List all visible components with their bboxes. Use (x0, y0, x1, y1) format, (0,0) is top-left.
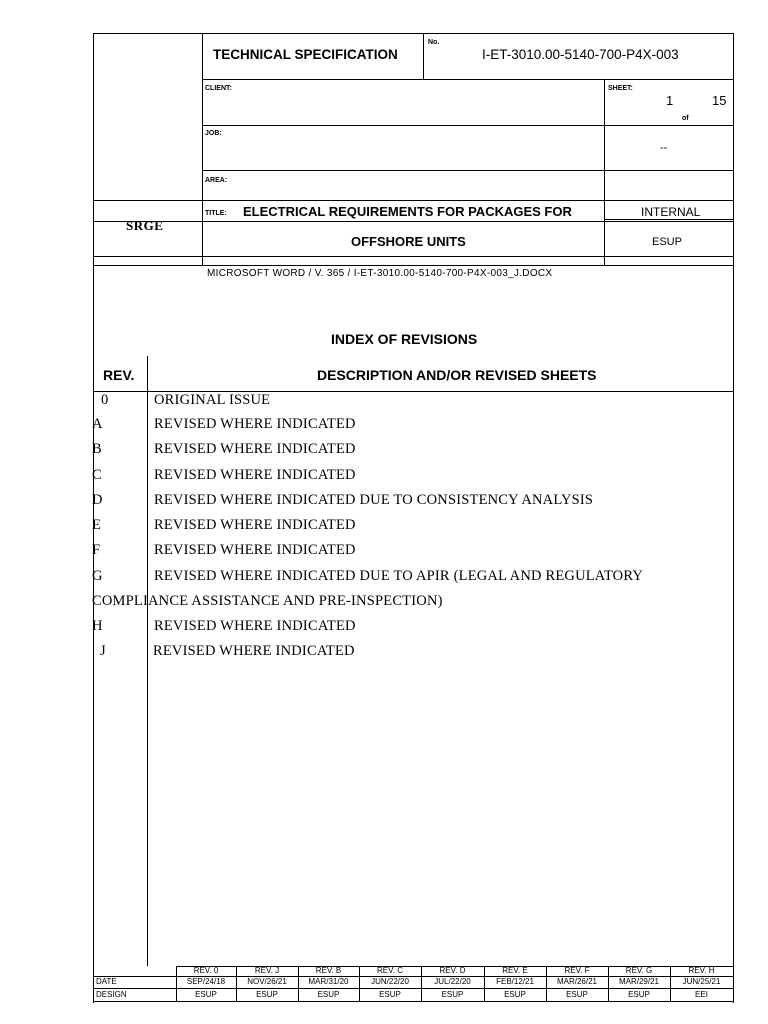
footer-date: JUN/25/21 (682, 977, 721, 986)
title-label: TITLE: (205, 210, 227, 217)
frame-top (93, 33, 733, 34)
footer-rev: REV. D (439, 966, 466, 975)
rev-code: A (92, 416, 103, 432)
header-line-4 (93, 200, 733, 201)
footer-design: ESUP (379, 990, 401, 999)
area-label: AREA: (205, 177, 228, 184)
footer-rev: REV. J (254, 966, 280, 975)
footer-design: EEI (695, 990, 708, 999)
footer-design: ESUP (317, 990, 340, 999)
client-label: CLIENT: (205, 85, 232, 92)
header-divider-logo (202, 33, 203, 265)
footer-date: MAR/29/21 (618, 977, 660, 986)
group: ESUP (652, 236, 682, 248)
footer-line-3 (93, 1001, 733, 1002)
footer-rev: REV. 0 (193, 966, 219, 975)
rev-desc: REVISED WHERE INDICATED (154, 467, 356, 483)
footer-rev: REV. F (564, 966, 590, 975)
footer-rev: REV. B (315, 966, 342, 975)
header-line-5b (604, 219, 733, 220)
rev-desc: REVISED WHERE INDICATED (154, 517, 356, 533)
rev-desc: ORIGINAL ISSUE (154, 392, 271, 408)
header-line-7 (93, 265, 733, 266)
footer-design: ESUP (256, 990, 278, 999)
header-line-2 (202, 125, 733, 126)
footer-date: NOV/26/21 (247, 977, 287, 986)
sheet-label: SHEET: (608, 85, 633, 92)
title-line-2: OFFSHORE UNITS (351, 234, 466, 249)
rev-code: J (100, 643, 106, 659)
col-desc-header: DESCRIPTION AND/OR REVISED SHEETS (317, 367, 597, 383)
footer-design-label: DESIGN (96, 990, 127, 999)
rev-desc: REVISED WHERE INDICATED (153, 643, 355, 659)
footer-date: JUN/22/20 (371, 977, 409, 986)
title-line-1: ELECTRICAL REQUIREMENTS FOR PACKAGES FOR (243, 204, 572, 219)
rev-code: E (92, 517, 102, 533)
footer-design: ESUP (441, 990, 464, 999)
footer-date: FEB/12/21 (496, 977, 534, 986)
footer-rev: REV. H (688, 966, 715, 975)
rev-code: G (92, 568, 103, 584)
sheet-of: of (682, 115, 689, 122)
footer-line-2 (93, 988, 733, 989)
index-col-divider (147, 356, 148, 966)
footer-design: ESUP (628, 990, 650, 999)
footer-design: ESUP (504, 990, 526, 999)
footer-rev: REV. G (625, 966, 653, 975)
header-divider-sheet (604, 79, 605, 265)
rev-desc-continuation: COMPLIANCE ASSISTANCE AND PRE-INSPECTION) (92, 593, 443, 609)
sheet-current: 1 (666, 93, 674, 108)
rev-code: D (92, 492, 103, 508)
rev-code: F (92, 542, 101, 558)
footer-date: SEP/24/18 (186, 977, 226, 986)
frame-right (733, 33, 734, 1003)
file-name: MICROSOFT WORD / V. 365 / I-ET-3010.00-5140-700-P4X-003_J.DOCX (207, 268, 553, 279)
sheet-total: 15 (712, 93, 727, 108)
footer-date: MAR/26/21 (556, 977, 598, 986)
col-rev-header: REV. (103, 367, 135, 383)
footer-design: ESUP (566, 990, 588, 999)
header-line-6 (93, 256, 733, 257)
rev-desc: REVISED WHERE INDICATED DUE TO CONSISTENCY ANALYSIS (154, 492, 594, 508)
rev-desc: REVISED WHERE INDICATED (154, 618, 356, 634)
job-value: -- (660, 142, 668, 154)
footer-rev: REV. E (502, 966, 528, 975)
number-label: No. (428, 39, 440, 46)
footer-date: MAR/31/20 (308, 977, 349, 986)
rev-desc: REVISED WHERE INDICATED (154, 542, 356, 558)
header-line-1 (202, 79, 733, 80)
index-title: INDEX OF REVISIONS (331, 331, 478, 347)
rev-code: 0 (101, 392, 109, 408)
footer-date-label: DATE (96, 977, 117, 986)
footer-design: ESUP (195, 990, 217, 999)
header-line-3 (202, 170, 733, 171)
doc-number: I-ET-3010.00-5140-700-P4X-003 (482, 47, 679, 62)
job-label: JOB: (205, 130, 222, 137)
header-divider-no (423, 33, 424, 79)
rev-code: H (92, 618, 103, 634)
doc-type: TECHNICAL SPECIFICATION (213, 47, 398, 62)
header-line-5 (93, 221, 733, 222)
rev-desc: REVISED WHERE INDICATED (154, 416, 356, 432)
rev-desc: REVISED WHERE INDICATED (154, 441, 356, 457)
rev-code: C (92, 467, 102, 483)
footer-rev: REV. C (377, 966, 403, 975)
company-logo-text: SRGE (126, 218, 164, 233)
footer-date: JUL/22/20 (434, 977, 471, 986)
rev-code: B (92, 441, 102, 457)
classification: INTERNAL (641, 205, 701, 219)
rev-desc: REVISED WHERE INDICATED DUE TO APIR (LEGAL AND REGULATORY (154, 568, 644, 584)
